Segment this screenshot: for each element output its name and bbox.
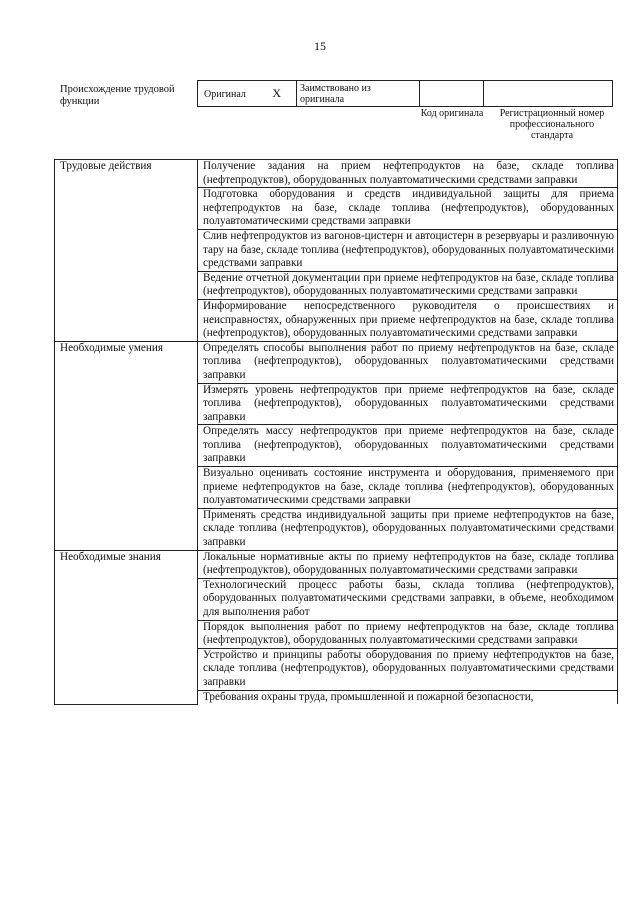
borrowed-label: Заимствовано из оригинала [300,83,371,105]
section-item: Локальные нормативные акты по приему нефтепродуктов на базе, складе топлива (нефтепродуктов), оборудованных полуавтоматическими средствами заправки [198,550,618,578]
section-item: Ведение отчетной документации при приеме нефтепродуктов на базе, складе топлива (нефтепродуктов), оборудованных полуавтоматическими средствами заправки [198,271,618,299]
section-item: Получение задания на прием нефтепродуктов на базе, складе топлива (нефтепродуктов), оборудованных полуавтоматическими средствами заправки [198,160,618,188]
original-mark: X [272,85,282,100]
code-label: Код оригинала [420,108,484,119]
section-item: Порядок выполнения работ по приему нефтепродуктов на базе, складе топлива (нефтепродуктов), оборудованных полуавтоматическими средствами заправки [198,620,618,648]
section-item: Требования охраны труда, промышленной и пожарной безопасности, [198,690,618,704]
section-label: Необходимые умения [55,341,198,550]
original-label: Оригинал [204,88,246,100]
section-item: Информирование непосредственного руководителя о происшествиях и неисправностях, обнаруженных при приеме нефтепродуктов на базе, складе топлива (нефтепродуктов), оборудованных полуавтоматическими средствами заправки [198,299,618,341]
table-row [55,550,618,578]
table-row [55,341,618,383]
section-item: Применять средства индивидуальной защиты при приеме нефтепродуктов на базе, складе топлива (нефтепродуктов), оборудованных полуавтоматическими средствами заправки [198,508,618,550]
reg-number-cell [484,81,613,107]
reg-number-label: Регистрационный номер профессионального стандарта [499,108,605,141]
origin-label: Происхождение трудовой функции [60,84,175,107]
page-number: 15 [314,39,326,53]
section-label: Трудовые действия [55,160,198,342]
section-item: Определять массу нефтепродуктов при приеме нефтепродуктов на базе, складе топлива (нефтепродуктов), оборудованных полуавтоматическими средствами заправки [198,425,618,467]
code-cell [420,81,484,107]
section-item: Измерять уровень нефтепродуктов при приеме нефтепродуктов на базе, складе топлива (нефтепродуктов), оборудованных полуавтоматическими средствами заправки [198,383,618,425]
section-label: Необходимые знания [55,550,198,704]
section-item: Подготовка оборудования и средств индивидуальной защиты для приема нефтепродуктов на базе, складе топлива (нефтепродуктов), оборудованных полуавтоматическими средствами заправки [198,188,618,230]
section-item: Слив нефтепродуктов из вагонов-цистерн и автоцистерн в резервуары и разливочную тару на базе, складе топлива (нефтепродуктов), оборудованных полуавтоматическими средствами заправки [198,229,618,271]
section-item: Устройство и принципы работы оборудования по приему нефтепродуктов на базе, складе топлива (нефтепродуктов), оборудованных полуавтоматическими средствами заправки [198,648,618,690]
origin-table [197,80,613,107]
original-cell [198,81,297,107]
borrowed-cell [297,81,420,107]
section-item: Визуально оценивать состояние инструмента и оборудования, применяемого при приеме нефтепродуктов на базе, складе топлива (нефтепродуктов), оборудованных полуавтоматическими средствами заправки [198,467,618,509]
section-item: Определять способы выполнения работ по приему нефтепродуктов на базе, складе топлива (нефтепродуктов), оборудованных полуавтоматическими средствами заправки [198,341,618,383]
table-row [55,160,618,188]
section-item: Технологический процесс работы базы, склада топлива (нефтепродуктов), оборудованных полуавтоматическими средствами заправки, в объеме, необходимом для выполнения работ [198,578,618,620]
labor-function-table [54,159,618,705]
